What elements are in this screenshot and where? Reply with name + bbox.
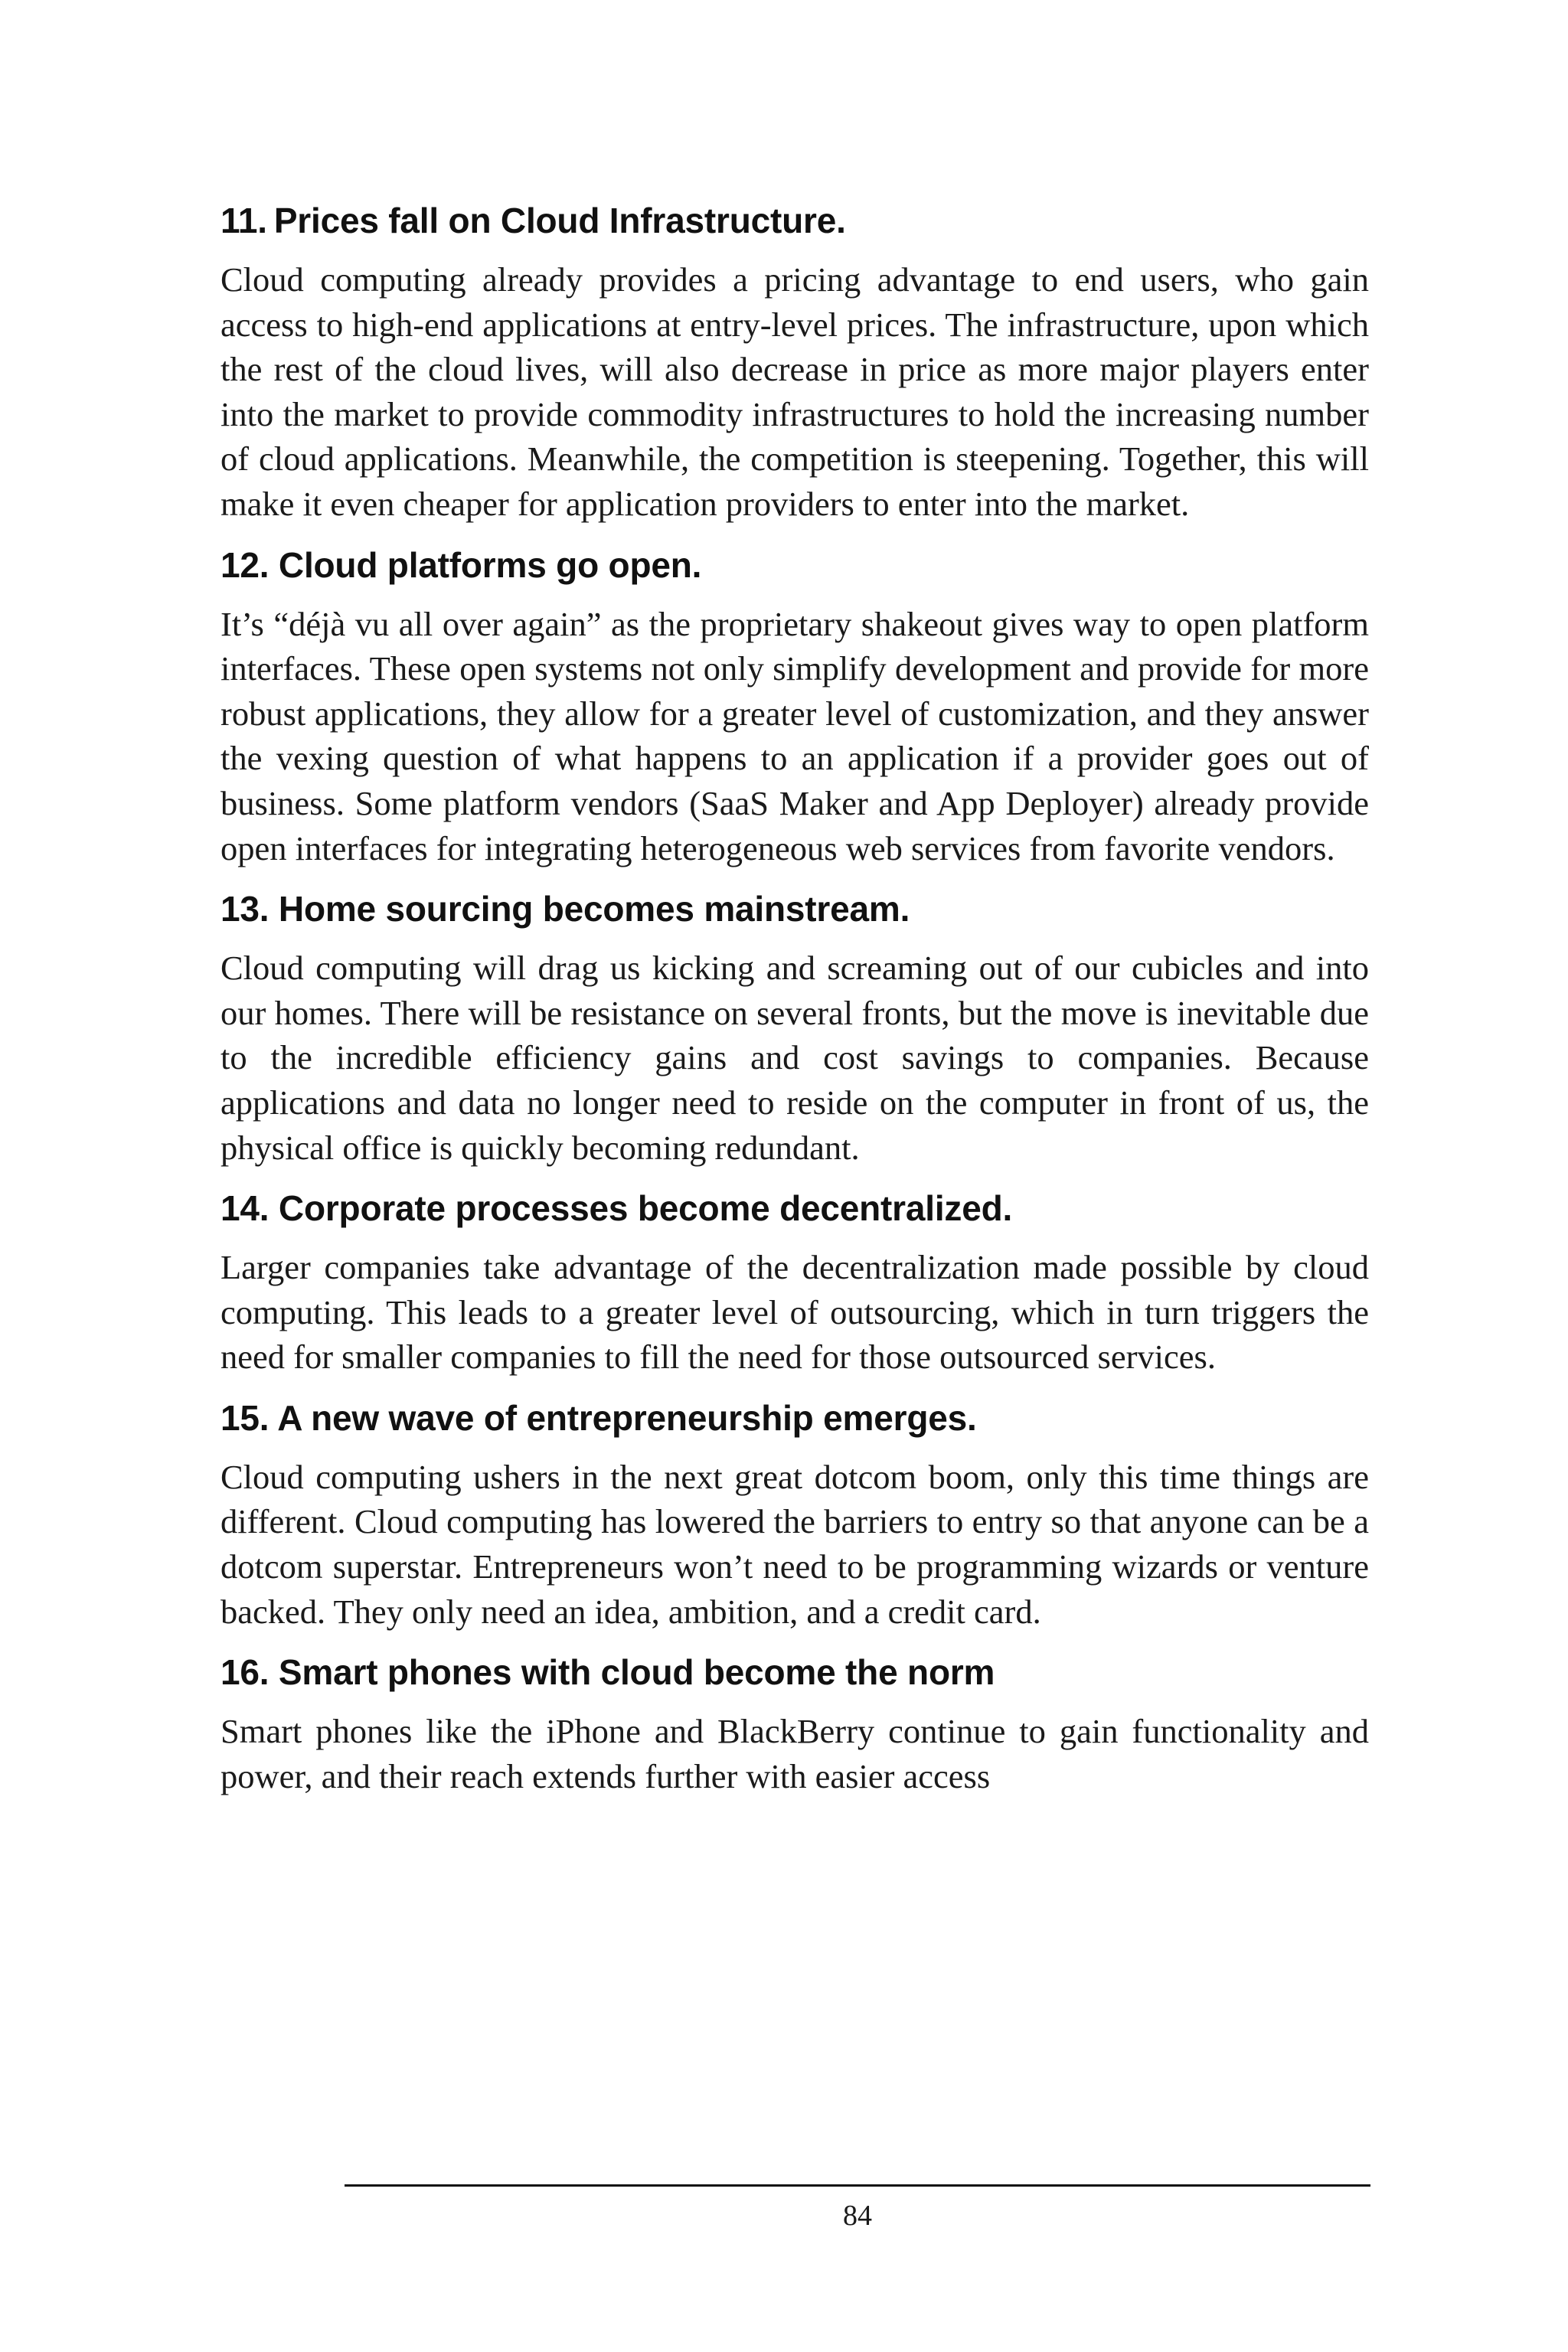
section-heading: 16. Smart phones with cloud become the norm [220, 1652, 995, 1693]
section-14 [220, 1185, 1369, 1380]
page-number: 84 [843, 2200, 872, 2232]
section-paragraph: Smart phones like the iPhone and BlackBerry continue to gain functionality and power, and their reach extends further with easier access [220, 1712, 1369, 1795]
section-heading: 14. Corporate processes become decentralized. [220, 1188, 1013, 1229]
section-paragraph: Cloud computing already provides a pricing advantage to end users, who gain access to high-end applications at entry-level prices. The infrastructure, upon which the rest of the cloud lives, will also decrease in price as more major players enter into the market to provide commodity infrastructures to hold the increasing number of cloud applications. Meanwhile, the competition is steepening. Together, this will make it even cheaper for application providers to enter into the market. [220, 260, 1369, 523]
section-11 [220, 198, 1369, 527]
section-paragraph: Cloud computing will drag us kicking and screaming out of our cubicles and into our homes. There will be resistance on several fronts, but the move is inevitable due to the incredible efficiency gains and cost savings to companies. Because applications and data no longer need to reside on the computer in front of us, the physical office is quickly becoming redundant. [220, 949, 1369, 1167]
section-paragraph: Cloud computing ushers in the next great dotcom boom, only this time things are different. Cloud computing has lowered the barriers to entry so that anyone can be a dotcom superstar. Entrepreneurs won’t need to be programming wizards or venture backed. They only need an idea, ambition, and a credit card. [220, 1457, 1369, 1631]
section-heading: 13. Home sourcing becomes mainstream. [220, 889, 910, 929]
section-13 [220, 886, 1369, 1170]
footer-divider [345, 2184, 1370, 2187]
section-heading: 15. A new wave of entrepreneurship emerges. [220, 1397, 977, 1438]
page-content [220, 198, 1369, 1814]
section-12 [220, 542, 1369, 871]
section-paragraph: Larger companies take advantage of the decentralization made possible by cloud computing. This leads to a greater level of outsourcing, which in turn triggers the need for smaller companies to fill the need for those outsourced services. [220, 1248, 1369, 1377]
section-15 [220, 1395, 1369, 1634]
section-16 [220, 1649, 1369, 1798]
section-paragraph: It’s “déjà vu all over again” as the proprietary shakeout gives way to open platform interfaces. These open systems not only simplify development and provide for more robust applications, they allow for a greater level of customization, and they answer the vexing question of what happens to an application if a provider goes out of business. Some platform vendors (SaaS Maker and App Deployer) already provide open interfaces for integrating heterogeneous web services from favorite vendors. [220, 604, 1369, 867]
section-heading: 11. Prices fall on Cloud Infrastructure. [220, 201, 846, 240]
section-heading: 12. Cloud platforms go open. [220, 544, 702, 585]
